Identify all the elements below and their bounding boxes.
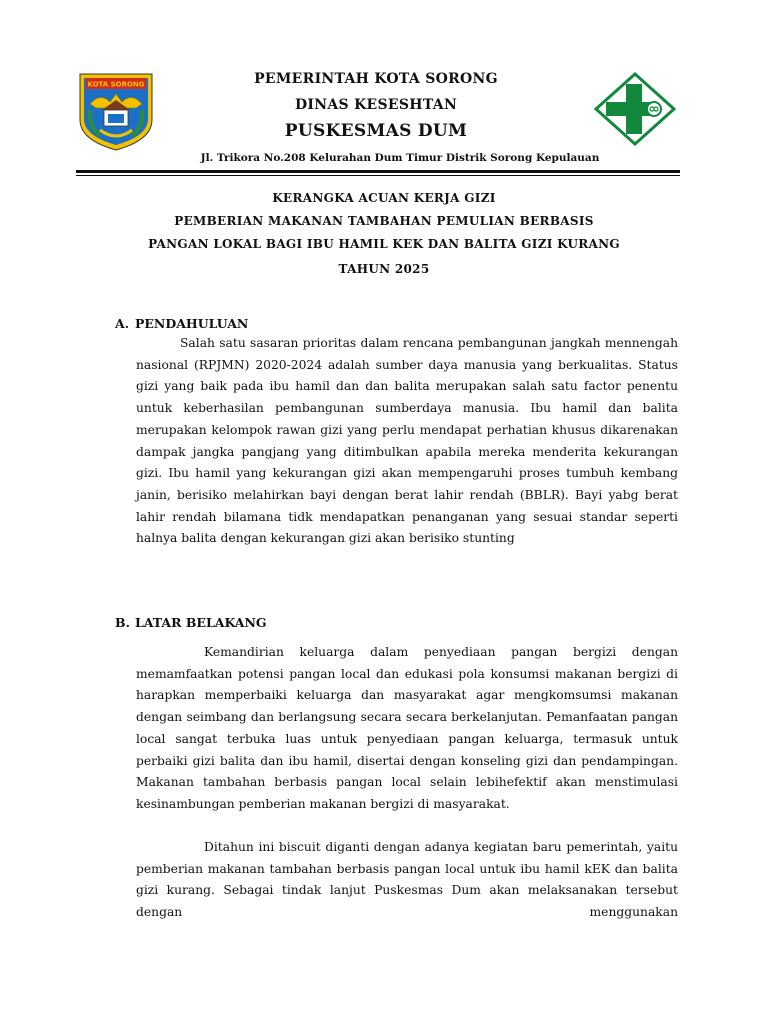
section-title: LATAR BELAKANG — [135, 615, 267, 630]
letterhead-divider-thin — [76, 175, 680, 176]
document-title-line-1: KERANGKA ACUAN KERJA GIZI — [272, 191, 496, 205]
section-heading-latar-belakang — [115, 615, 267, 630]
document-title-line-3: PANGAN LOKAL BAGI IBU HAMIL KEK DAN BALITA GIZI KURANG — [148, 237, 620, 251]
document-title-year: TAHUN 2025 — [338, 262, 430, 276]
letterhead-institution: PUSKESMAS DUM — [284, 121, 468, 141]
paragraph-pendahuluan: Salah satu sasaran prioritas dalam rencana pembangunan jangkah mennengah nasional (RPJMN) 2020-2024 adalah sumber daya manusia yang berkualitas. Status gizi yang baik pada ibu hamil dan dan balita merupakan salah satu factor penentu untuk keberhasilan pembangunan sumberdaya manusia. Ibu hamil dan balita merupakan kelompok rawan gizi yang perlu mendapat perhatian khusus dikarenakan dampak jangka pangjang yang ditimbulkan apabila mereka menderita kekurangan gizi. Ibu hamil yang kekurangan gizi akan mempengaruhi proses tumbuh kembang janin, berisiko melahirkan bayi dengan berat lahir rendah (BBLR). Bayi yabg berat lahir rendah bilamana tidk mendapatkan penanganan yang sesuai standar seperti halnya balita dengan kekurangan gizi akan berisiko stunting — [136, 336, 678, 546]
letterhead-department: DINAS KESESHTAN — [294, 97, 458, 113]
kota-sorong-emblem-icon — [76, 70, 156, 152]
paragraph-latar-belakang-2: Ditahun ini biscuit diganti dengan adanya kegiatan baru pemerintah, yaitu pemberian makanan tambahan berbasis pangan local untuk ibu hamil kEK dan balita gizi kurang. Sebagai tindak lanjut Puskesmas Dum akan melaksanakan tersebut dengan menggunakan — [136, 840, 678, 920]
section-title: PENDAHULUAN — [135, 316, 249, 331]
puskesmas-cross-icon — [594, 72, 676, 146]
svg-text:KOTA SORONG: KOTA SORONG — [87, 80, 145, 89]
letterhead-divider-thick — [76, 170, 680, 173]
section-letter: B. — [115, 615, 130, 630]
document-title-line-2: PEMBERIAN MAKANAN TAMBAHAN PEMULIAN BERBASIS — [174, 214, 594, 228]
paragraph-latar-belakang-1: Kemandirian keluarga dalam penyediaan pangan bergizi dengan memamfaatkan potensi pangan local dan edukasi pola konsumsi makanan bergizi di harapkan memperbaiki keluarga dan masyarakat agar mengkomsumsi makanan dengan seimbang dan berlangsung secara secara berkelanjutan. Pemanfaatan pangan local sangat terbuka luas untuk penyediaan pangan keluarga, termasuk untuk perbaiki gizi balita dan ibu hamil, disertai dengan konseling gizi dan pendampingan. Makanan tambahan berbasis pangan local selain lebihefektif akan menstimulasi kesinambungan pemberian makanan bergizi di masyarakat. — [136, 645, 678, 811]
section-letter: A. — [115, 316, 130, 331]
letterhead-government: PEMERINTAH KOTA SORONG — [254, 71, 498, 87]
section-heading-pendahuluan — [115, 316, 248, 331]
letterhead-address: Jl. Trikora No.208 Kelurahan Dum Timur Distrik Sorong Kepulauan — [200, 152, 600, 164]
